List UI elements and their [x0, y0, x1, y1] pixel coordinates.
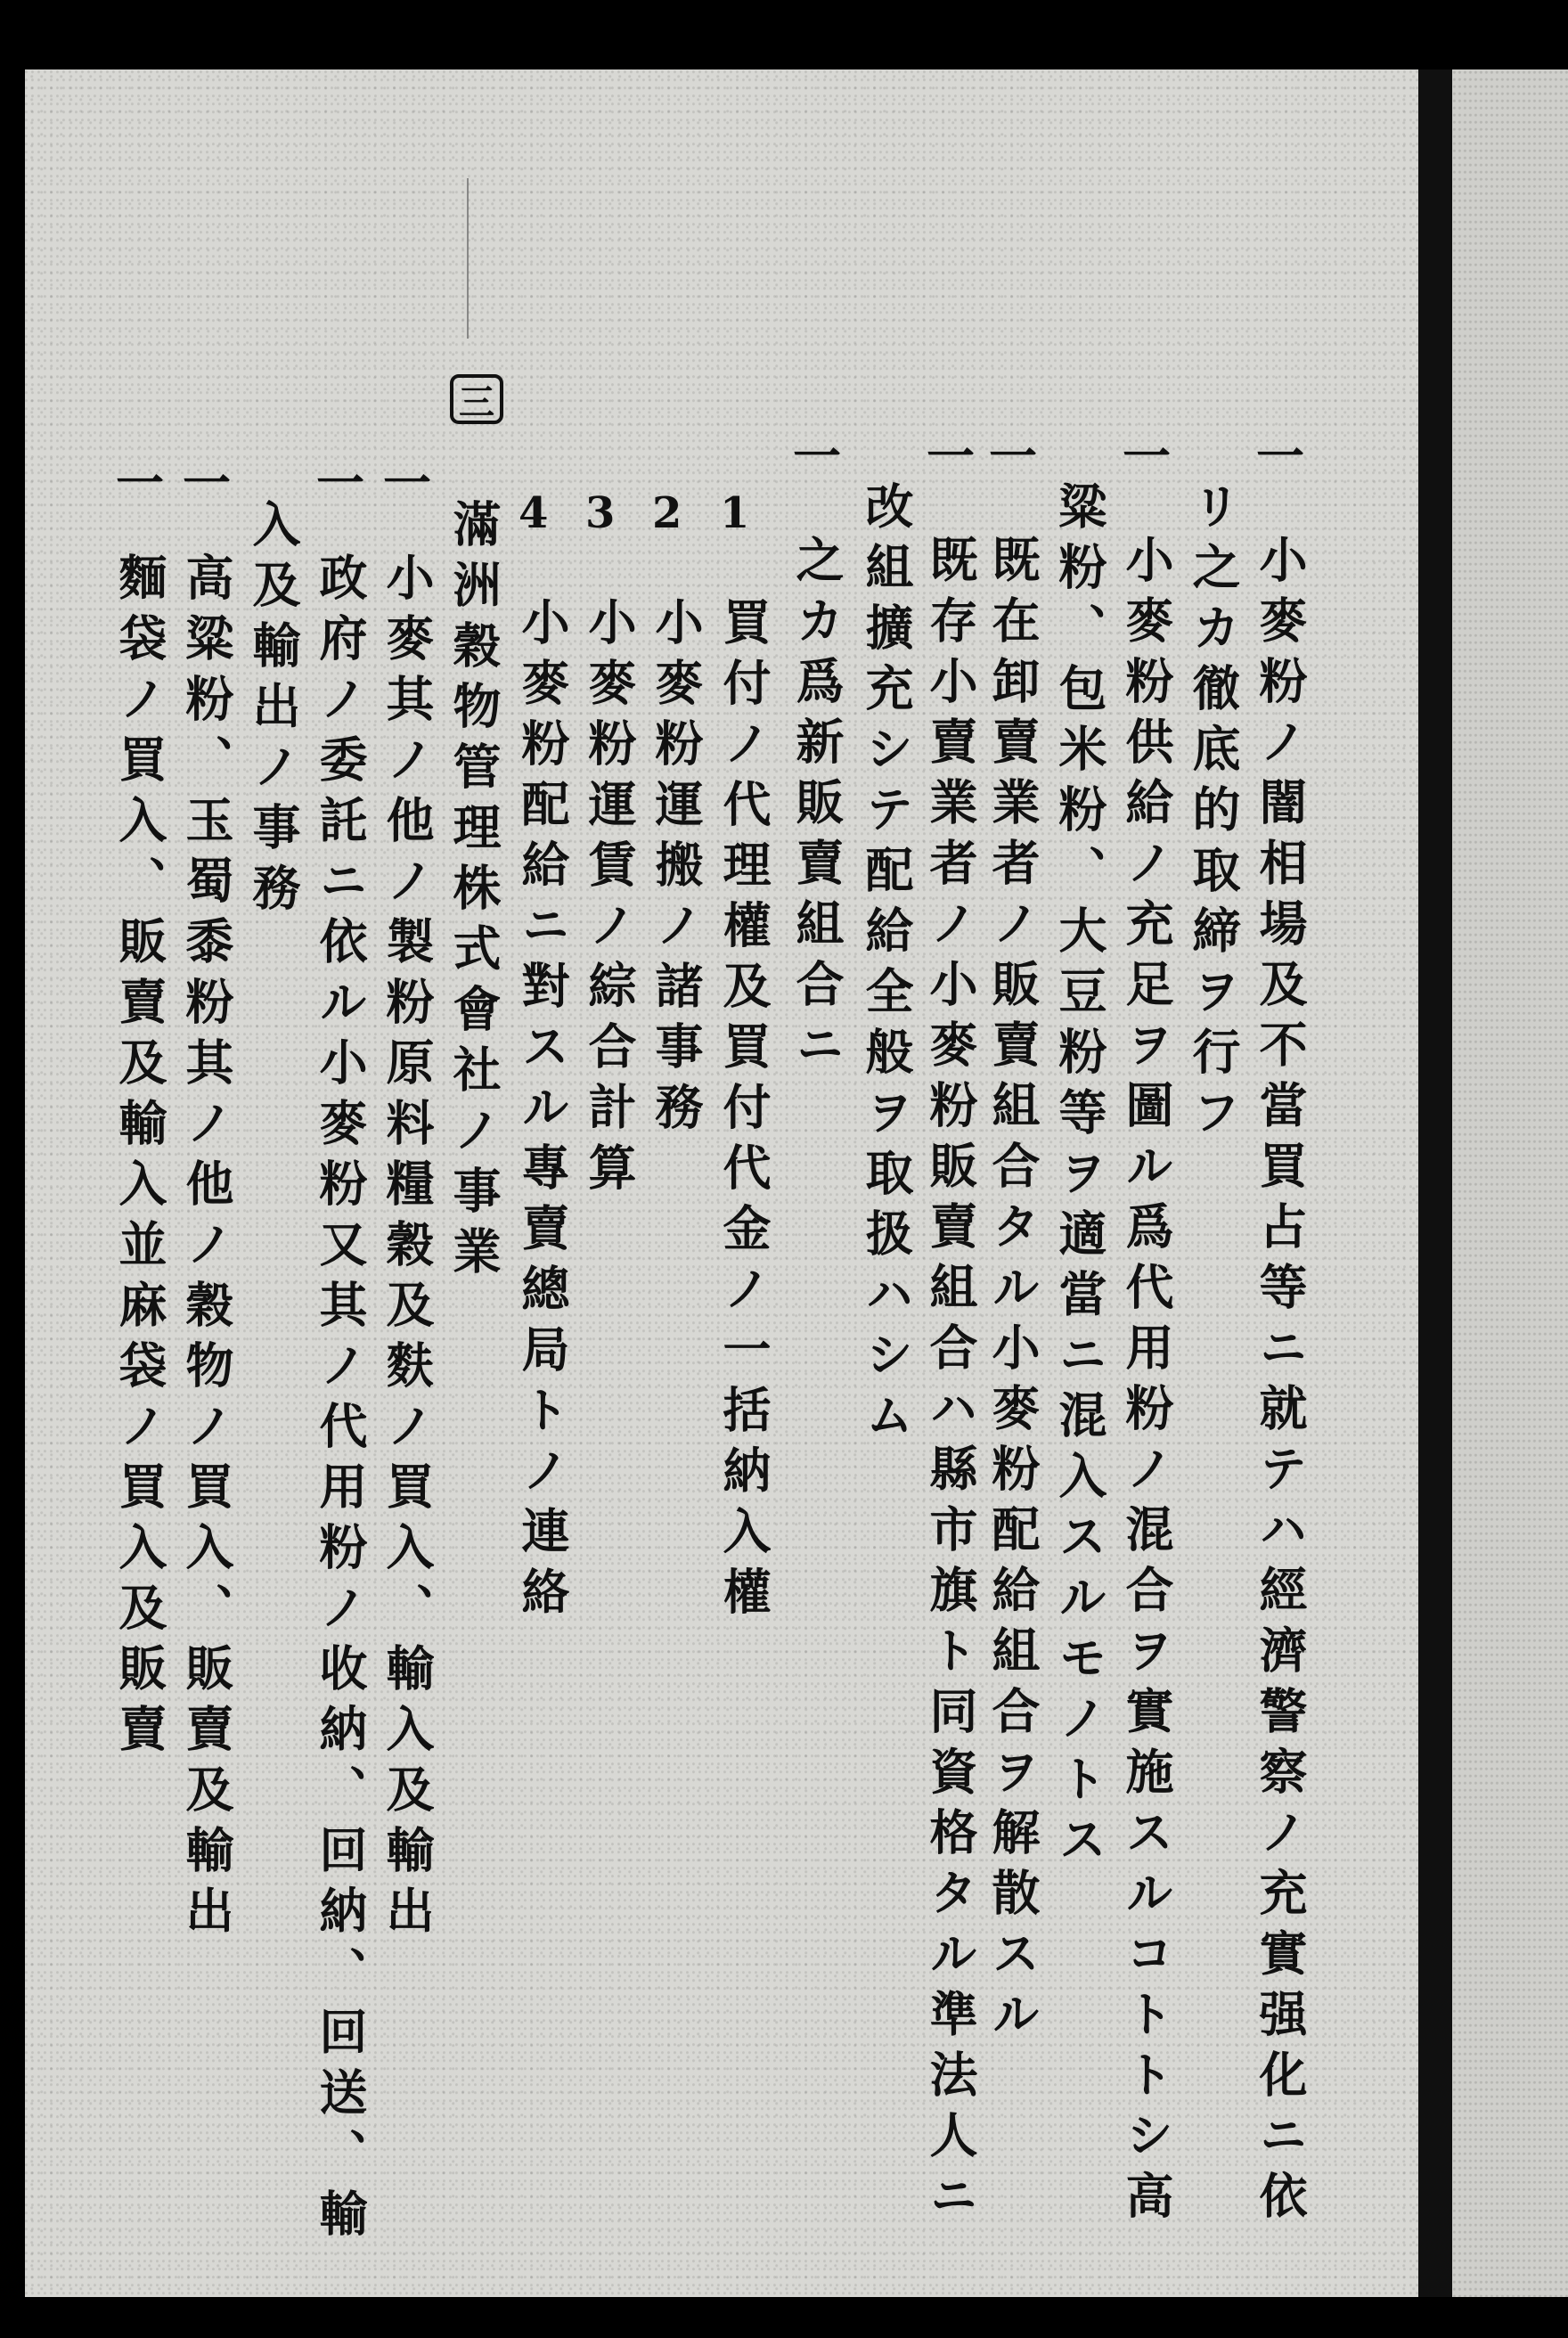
section-mark: 三	[450, 374, 503, 424]
text-column: 買付ノ代理權及買付代金ノ一括納入權	[715, 597, 772, 1627]
text-column: 政府ノ委託ニ依ル小麥粉又其ノ代用粉ノ收納、回納、回送、輸	[312, 552, 369, 2249]
text-column: 小麥粉配給ニ對スル專賣總局トノ連絡	[514, 597, 571, 1627]
bullet: 一	[1123, 428, 1171, 485]
bullet: 一	[1256, 428, 1304, 485]
text-column: 小麥其ノ他ノ製粉原料糧穀及麩ノ買入、輸入及輸出	[379, 552, 436, 1946]
item-number: 1	[720, 488, 750, 538]
text-column: 既存小賣業者ノ小麥粉販賣組合ハ縣市旗ト同資格タル準法人ニ	[922, 535, 979, 2231]
text-column: 之カ爲新販賣組合ニ	[788, 535, 845, 1080]
bullet: 一	[927, 428, 975, 485]
text-column: 入及輸出ノ事務	[245, 499, 302, 923]
fold-line	[467, 178, 469, 339]
text-column: 麵袋ノ買入、販賣及輸入並麻袋ノ買入及販賣	[111, 552, 168, 1764]
text-column: 小麥粉ノ闇相場及不當買占等ニ就テハ經濟警察ノ充實强化ニ依	[1252, 535, 1309, 2231]
text-column: 既在卸賣業者ノ販賣組合タル小麥粉配給組合ヲ解散スル	[984, 535, 1041, 2049]
text-column: 改組擴充シテ配給全般ヲ取扱ハシム	[858, 481, 915, 1451]
bullet: 一	[989, 428, 1037, 485]
text-column: 粱粉、包米粉、大豆粉等ヲ適當ニ混入スルモノトス	[1051, 481, 1108, 1875]
text-column: 高粱粉、玉蜀黍粉其ノ他ノ穀物ノ買入、販賣及輸出	[178, 552, 235, 1946]
bullet: 一	[383, 454, 431, 511]
page-edge-shadow	[1418, 69, 1452, 2297]
text-column: 小麥粉運賃ノ綜合計算	[581, 597, 638, 1203]
bullet: 一	[316, 454, 364, 511]
item-number: 2	[652, 488, 682, 538]
bullet: 一	[183, 454, 231, 511]
item-number: 4	[519, 488, 549, 538]
adjacent-page-strip	[1452, 69, 1568, 2297]
item-number: 3	[585, 488, 616, 538]
text-column: 滿洲穀物管理株式會社ノ事業	[445, 499, 502, 1287]
text-column: 小麥粉供給ノ充足ヲ圖ル爲代用粉ノ混合ヲ實施スルコトトシ高	[1118, 535, 1175, 2231]
text-column: 小麥粉運搬ノ諸事務	[648, 597, 705, 1142]
text-column: リ之カ徹底的取締ヲ行フ	[1185, 481, 1242, 1148]
bullet: 一	[793, 428, 841, 485]
bullet: 一	[116, 454, 164, 511]
